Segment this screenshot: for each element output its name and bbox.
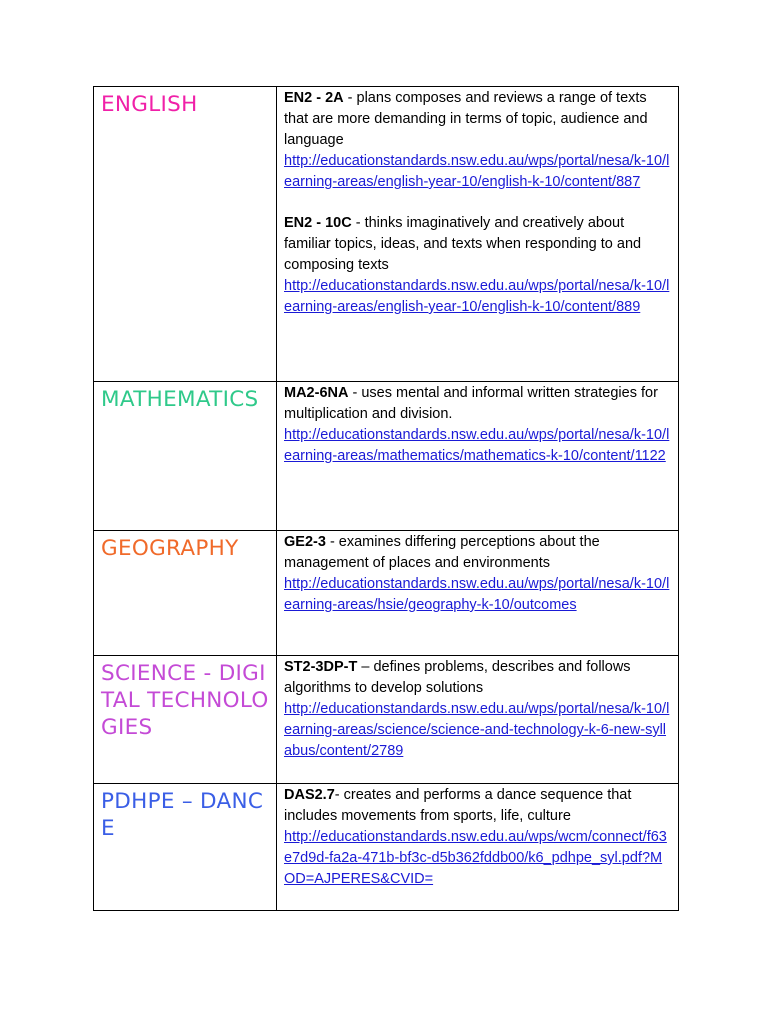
- outcome-code: EN2 - 2A: [284, 90, 344, 106]
- subject-mathematics: MATHEMATICS: [101, 387, 259, 412]
- subject-science-digital-technologies: SCIENCE - DIGITAL TECHNOLOGIES: [101, 661, 269, 740]
- syllabus-link[interactable]: http://educationstandards.nsw.edu.au/wps/portal/nesa/k-10/learning-areas/mathematics/mathematics-k-10/content/1122: [284, 427, 670, 464]
- outcome-entry: [277, 784, 678, 894]
- outcome-description: - uses mental and informal written strategies for multiplication and division.: [284, 385, 658, 422]
- table-row: [94, 531, 679, 656]
- outcome-entry: [277, 531, 678, 620]
- outcome-cell: [277, 87, 679, 382]
- outcome-description: - thinks imaginatively and creatively about familiar topics, ideas, and texts when responding to and composing texts: [284, 215, 642, 273]
- outcome-entry: [277, 382, 678, 471]
- outcome-cell: [277, 784, 679, 911]
- outcome-description: - plans composes and reviews a range of texts that are more demanding in terms of topic, audience and language: [284, 90, 648, 148]
- subject-cell: [94, 531, 277, 656]
- syllabus-link[interactable]: http://educationstandards.nsw.edu.au/wps/portal/nesa/k-10/learning-areas/hsie/geography-k-10/outcomes: [284, 576, 670, 613]
- outcome-code: MA2-6NA: [284, 385, 349, 401]
- outcome-description: - examines differing perceptions about the management of places and environments: [284, 534, 600, 571]
- outcome-code: DAS2.7: [284, 787, 335, 803]
- outcome-entry: [277, 197, 678, 322]
- outcome-entry: [277, 656, 678, 766]
- table-row: [94, 656, 679, 784]
- subject-cell: [94, 87, 277, 382]
- subject-cell: [94, 784, 277, 911]
- subject-geography: GEOGRAPHY: [101, 536, 239, 561]
- outcome-entry: [277, 87, 678, 197]
- outcome-cell: [277, 382, 679, 531]
- outcome-cell: [277, 531, 679, 656]
- subject-english: ENGLISH: [101, 92, 198, 117]
- table-row: [94, 87, 679, 382]
- subject-cell: [94, 382, 277, 531]
- outcome-code: ST2-3DP-T: [284, 659, 358, 675]
- outcome-code: GE2-3: [284, 534, 326, 550]
- outcomes-table: [93, 86, 679, 911]
- subject-pdhpe-dance: PDHPE – DANCE: [101, 789, 264, 841]
- table-row: [94, 382, 679, 531]
- syllabus-link[interactable]: http://educationstandards.nsw.edu.au/wps/portal/nesa/k-10/learning-areas/english-year-10/english-k-10/content/887: [284, 153, 670, 190]
- outcome-description: – defines problems, describes and follows algorithms to develop solutions: [284, 659, 631, 696]
- outcome-code: EN2 - 10C: [284, 215, 352, 231]
- syllabus-link[interactable]: http://educationstandards.nsw.edu.au/wps/portal/nesa/k-10/learning-areas/english-year-10/english-k-10/content/889: [284, 278, 670, 315]
- syllabus-link[interactable]: http://educationstandards.nsw.edu.au/wps/portal/nesa/k-10/learning-areas/science/science-and-technology-k-6-new-syllabus/content/2789: [284, 701, 670, 759]
- subject-cell: [94, 656, 277, 784]
- outcome-cell: [277, 656, 679, 784]
- syllabus-link[interactable]: http://educationstandards.nsw.edu.au/wps/wcm/connect/f63e7d9d-fa2a-471b-bf3c-d5b362fddb00/k6_pdhpe_syl.pdf?MOD=AJPERES&CVID=: [284, 829, 667, 887]
- table-row: [94, 784, 679, 911]
- outcome-description: - creates and performs a dance sequence that includes movements from sports, life, culture: [284, 787, 632, 824]
